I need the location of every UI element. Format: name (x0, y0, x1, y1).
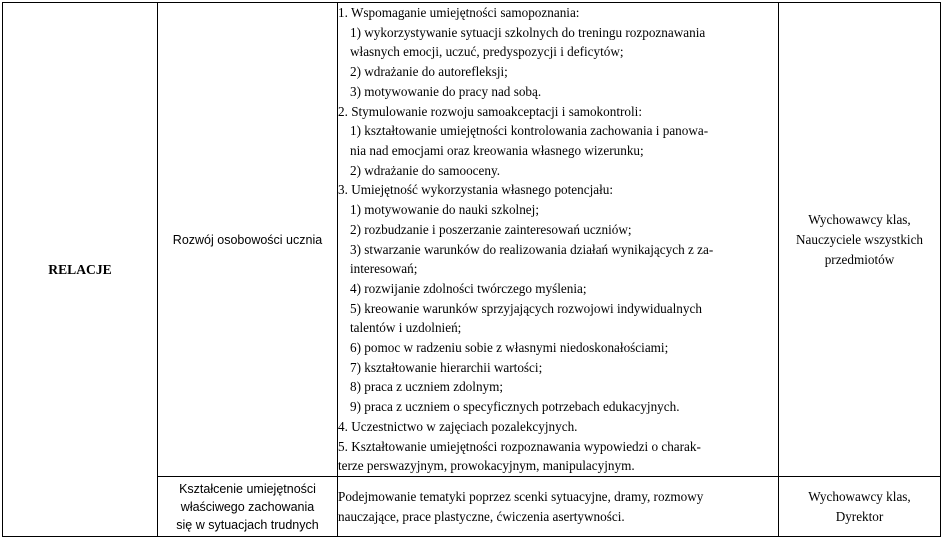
task-heading: 4. Uczestnictwo w zajęciach pozalekcyjnych. (338, 418, 578, 434)
task-line: Podejmowanie tematyki poprzez scenki sytuacyjne, dramy, rozmowy (338, 488, 704, 504)
task-item: 5) kreowanie warunków sprzyjających rozwojowi indywidualnych (350, 300, 702, 316)
task-item: 1) motywowanie do nauki szkolnej; (350, 202, 539, 218)
task-heading: terze perswazyjnym, prowokacyjnym, manipulacyjnym. (338, 458, 635, 474)
task-item: 3) motywowanie do pracy nad sobą. (350, 83, 542, 99)
task-item: 1) wykorzystywanie sytuacji szkolnych do treningu rozpoznawania (350, 24, 706, 40)
plan-table (2, 2, 941, 537)
task-item: 2) wdrażanie do samooceny. (350, 162, 501, 178)
task-item: 2) wdrażanie do autorefleksji; (350, 64, 508, 80)
task-item: 1) kształtowanie umiejętności kontrolowania zachowania i panowa- (350, 123, 709, 139)
task-item: talentów i uzdolnień; (350, 320, 462, 336)
table-row (3, 3, 941, 477)
responsible-line: Dyrektor (835, 508, 884, 524)
task-heading: 2. Stymulowanie rozwoju samoakceptacji i samokontroli: (338, 103, 642, 119)
task-item: interesowań; (350, 261, 418, 277)
area-line: Kształcenie umiejętności (179, 481, 316, 496)
task-item: 3) stwarzanie warunków do realizowania działań wynikających z za- (350, 241, 714, 257)
tasks-cell (338, 477, 779, 537)
task-item: 2) rozbudzanie i poszerzanie zainteresowań uczniów; (350, 221, 632, 237)
responsible-line: przedmiotów (824, 251, 895, 267)
task-item: 7) kształtowanie hierarchii wartości; (350, 359, 543, 375)
task-item: nia nad emocjami oraz kreowania własnego wizerunku; (350, 142, 644, 158)
task-line: nauczające, prace plastyczne, ćwiczenia asertywności. (338, 508, 625, 524)
task-item: własnych emocji, uczuć, predyspozycji i deficytów; (350, 44, 624, 60)
area-label: Rozwój osobowości ucznia (172, 232, 323, 247)
category-label: RELACJE (48, 261, 112, 277)
area-cell (158, 477, 338, 537)
responsible-cell (779, 3, 941, 477)
task-item: 9) praca z uczniem o specyficznych potrzebach edukacyjnych. (350, 399, 680, 415)
task-item: 4) rozwijanie zdolności twórczego myślenia; (350, 280, 587, 296)
category-cell (3, 3, 158, 537)
area-line: właściwego zachowania (180, 499, 315, 514)
area-line: się w sytuacjach trudnych (176, 517, 319, 532)
task-heading: 1. Wspomaganie umiejętności samopoznania: (338, 5, 580, 21)
task-item: 6) pomoc w radzeniu sobie z własnymi niedoskonałościami; (350, 340, 669, 356)
task-heading: 5. Kształtowanie umiejętności rozpoznawania wypowiedzi o charak- (338, 438, 701, 454)
responsible-line: Nauczyciele wszystkich (795, 231, 924, 247)
responsible-line: Wychowawcy klas, (808, 211, 911, 227)
responsible-line: Wychowawcy klas, (808, 488, 911, 504)
area-cell (158, 3, 338, 477)
task-item: 8) praca z uczniem zdolnym; (350, 379, 504, 395)
task-heading: 3. Umiejętność wykorzystania własnego potencjału: (338, 182, 614, 198)
responsible-cell (779, 477, 941, 537)
tasks-cell (338, 3, 779, 477)
